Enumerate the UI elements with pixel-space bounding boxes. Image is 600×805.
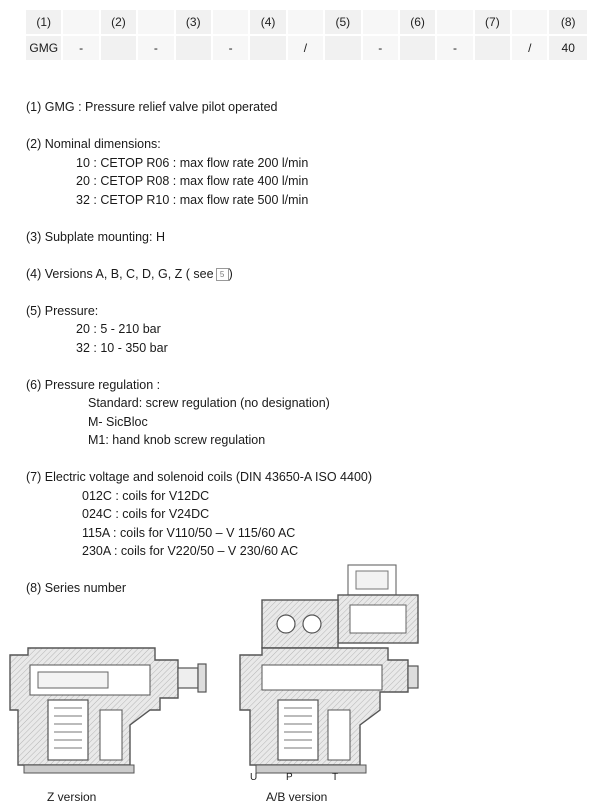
section-6-title: (6) Pressure regulation : <box>26 377 161 392</box>
section-4-line <box>26 265 586 284</box>
section-7-item: 024C : coils for V24DC <box>82 507 210 521</box>
code-value-cell: 40 <box>549 36 587 60</box>
code-value-cell <box>101 36 138 60</box>
section-7-item: 012C : coils for V12DC <box>82 488 210 503</box>
section-7-item: 115A : coils for V110/50 – V 115/60 AC <box>82 525 296 540</box>
section-4-text: (4) Versions A, B, C, D, G, Z ( see <box>26 266 214 281</box>
code-header-cell <box>138 10 175 36</box>
section-2-item: 32 : CETOP R10 : max flow rate 500 l/min <box>76 192 309 207</box>
section-6-item: M- SicBloc <box>88 414 148 429</box>
section-5-item: 20 : 5 - 210 bar <box>76 322 161 336</box>
valve-drawings <box>0 560 600 805</box>
code-value-cell: - <box>437 36 474 60</box>
code-value-cell: - <box>363 36 400 60</box>
code-header-cell <box>288 10 325 36</box>
section-reference-link[interactable]: 5 <box>216 268 229 281</box>
section-5-item: 32 : 10 - 350 bar <box>76 340 168 355</box>
code-value-cell: / <box>512 36 549 60</box>
code-value-row <box>26 36 587 60</box>
section-3 <box>26 228 586 247</box>
section-2-title: (2) Nominal dimensions: <box>26 137 161 151</box>
section-1-text: (1) GMG : Pressure relief valve pilot operated <box>26 100 278 114</box>
section-5-title: (5) Pressure: <box>26 303 99 318</box>
code-value-cell <box>176 36 213 60</box>
specification-list <box>26 98 586 616</box>
section-6-item: Standard: screw regulation (no designation) <box>88 396 330 410</box>
section-8-text: (8) Series number <box>26 581 127 595</box>
section-3-text: (3) Subplate mounting: H <box>26 229 165 244</box>
ordering-code-table <box>26 10 587 60</box>
section-4-end: ) <box>228 266 233 281</box>
port-label-p: P <box>286 772 293 783</box>
section-6 <box>26 376 586 450</box>
ab-version-caption: A/B version <box>266 790 328 804</box>
code-value-cell: / <box>288 36 325 60</box>
code-value-cell: - <box>138 36 175 60</box>
code-value-cell: GMG <box>26 36 63 60</box>
section-2-item: 20 : CETOP R08 : max flow rate 400 l/min <box>76 174 309 188</box>
code-header-cell: (4) <box>250 10 287 36</box>
code-header-cell <box>63 10 100 36</box>
code-header-cell <box>213 10 250 36</box>
section-2 <box>26 135 586 209</box>
code-value-cell: - <box>213 36 250 60</box>
section-2-item: 10 : CETOP R06 : max flow rate 200 l/min <box>76 155 309 170</box>
ab-version-drawing <box>240 565 418 773</box>
code-header-cell <box>363 10 400 36</box>
code-value-cell <box>400 36 437 60</box>
section-4 <box>26 265 586 284</box>
code-value-cell: - <box>63 36 100 60</box>
code-header-cell: (2) <box>101 10 138 36</box>
code-value-cell <box>250 36 287 60</box>
section-5 <box>26 302 586 358</box>
z-version-caption: Z version <box>47 790 97 804</box>
port-label-u: U <box>250 772 258 783</box>
code-value-cell <box>325 36 362 60</box>
section-6-item: M1: hand knob screw regulation <box>88 433 266 447</box>
section-1 <box>26 98 586 117</box>
code-header-cell: (1) <box>26 10 63 36</box>
section-7-item: 230A : coils for V220/50 – V 230/60 AC <box>82 544 299 558</box>
code-header-cell: (6) <box>400 10 437 36</box>
code-header-row <box>26 10 587 36</box>
code-header-cell: (7) <box>475 10 512 36</box>
code-header-cell <box>437 10 474 36</box>
port-label-t: T <box>332 772 339 783</box>
code-value-cell <box>475 36 512 60</box>
section-7-title: (7) Electric voltage and solenoid coils (DIN 43650-A ISO 4400) <box>26 470 373 484</box>
valve-cross-section-svg <box>0 560 600 805</box>
section-7 <box>26 468 586 561</box>
code-header-cell: (5) <box>325 10 362 36</box>
code-header-cell: (3) <box>176 10 213 36</box>
code-header-cell: (8) <box>549 10 587 36</box>
code-header-cell <box>512 10 549 36</box>
z-version-drawing <box>10 648 206 773</box>
